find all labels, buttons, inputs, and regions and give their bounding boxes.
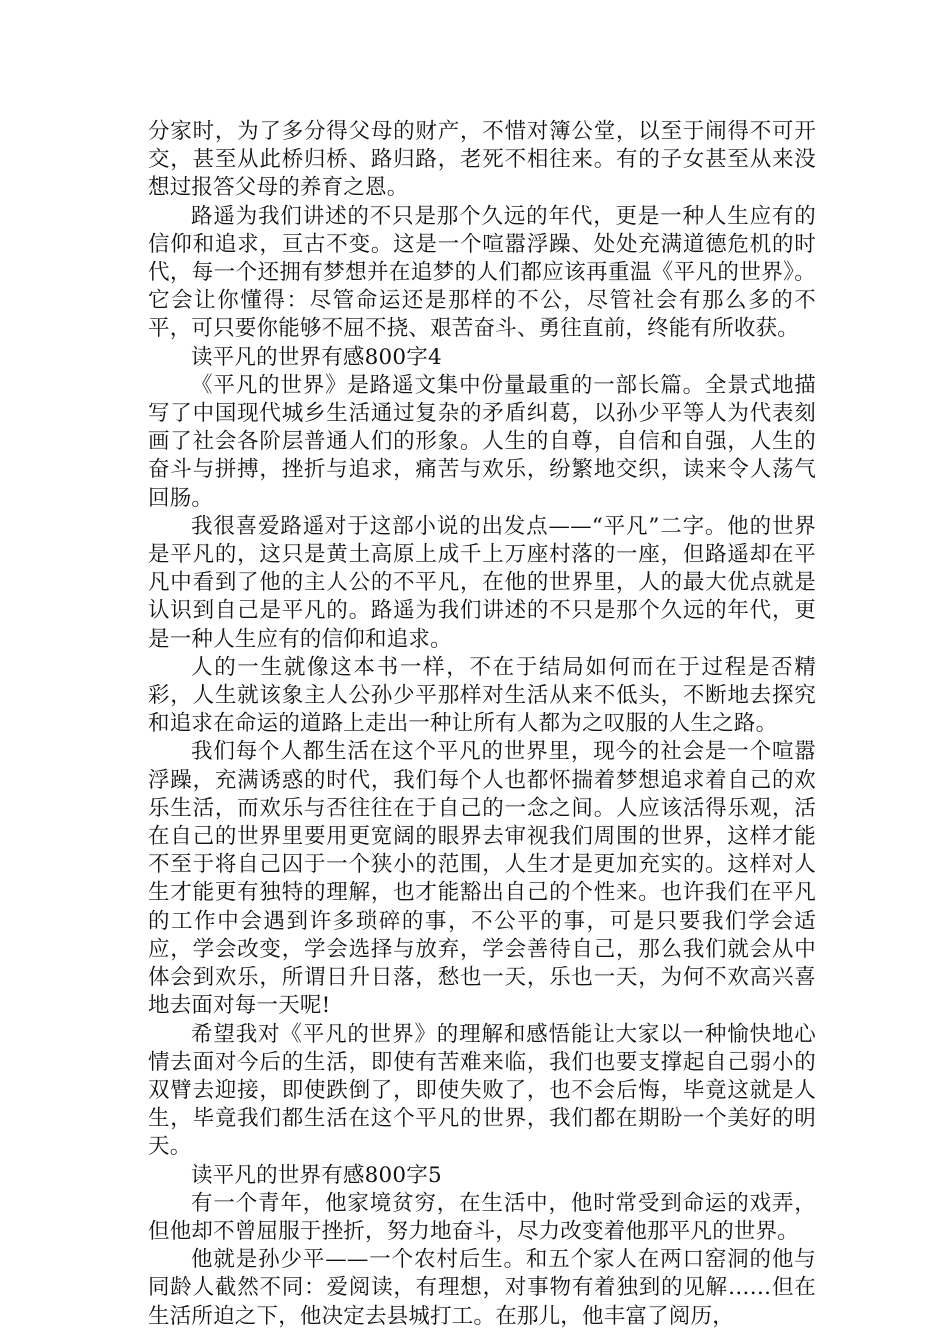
section-heading: 读平凡的世界有感800字5 [191, 1162, 442, 1188]
paragraph: 有一个青年，他家境贫穷，在生活中，他时常受到命运的戏弄，但他却不曾屈服于挫折，努力地奋斗，尽力改变着他那平凡的世界。 [148, 1190, 816, 1244]
paragraph: 路遥为我们讲述的不只是那个久远的年代，更是一种人生应有的信仰和追求，亘古不变。这是一个喧嚣浮躁、处处充满道德危机的时代，每一个还拥有梦想并在追梦的人们都应该再重温《平凡的世界》。它会让你懂得：尽管命运还是那样的不公，尽管社会有那么多的不平，可只要你能够不屈不挠、艰苦奋斗、勇往直前，终能有所收获。 [148, 203, 816, 342]
document-page [148, 118, 816, 1331]
paragraph: 分家时，为了多分得父母的财产，不惜对簿公堂，以至于闹得不可开交，甚至从此桥归桥、路归路，老死不相往来。有的子女甚至从来没想过报答父母的养育之恩。 [148, 119, 816, 201]
paragraph: 希望我对《平凡的世界》的理解和感悟能让大家以一种愉快地心情去面对今后的生活，即使有苦难来临，我们也要支撑起自己弱小的双臂去迎接，即使跌倒了，即使失败了，也不会后悔，毕竟这就是人生，毕竟我们都生活在这个平凡的世界，我们都在期盼一个美好的明天。 [148, 1021, 816, 1160]
section-heading: 读平凡的世界有感800字4 [191, 344, 442, 370]
paragraph: 《平凡的世界》是路遥文集中份量最重的一部长篇。全景式地描写了中国现代城乡生活通过复杂的矛盾纠葛，以孙少平等人为代表刻画了社会各阶层普通人们的形象。人生的自尊，自信和自强，人生的奋斗与拼搏，挫折与追求，痛苦与欢乐，纷繁地交织，读来令人荡气回肠。 [148, 372, 816, 511]
paragraph: 他就是孙少平——一个农村后生。和五个家人在两口窑洞的他与同龄人截然不同：爱阅读，有理想，对事物有着独到的见解……但在生活所迫之下，他决定去县城打工。在那儿，他丰富了阅历， [148, 1247, 816, 1329]
paragraph: 我很喜爱路遥对于这部小说的出发点——“平凡”二字。他的世界是平凡的，这只是黄土高原上成千上万座村落的一座，但路遥却在平凡中看到了他的主人公的不平凡，在他的世界里，人的最大优点就是认识到自己是平凡的。路遥为我们讲述的不只是那个久远的年代，更是一种人生应有的信仰和追求。 [148, 513, 816, 652]
paragraph: 我们每个人都生活在这个平凡的世界里，现今的社会是一个喧嚣浮躁，充满诱惑的时代，我们每个人也都怀揣着梦想追求着自己的欢乐生活，而欢乐与否往往在于自己的一念之间。人应该活得乐观，活在自己的世界里要用更宽阔的眼界去审视我们周围的世界，这样才能不至于将自己囚于一个狭小的范围，人生才是更加充实的。这样对人生才能更有独特的理解，也才能豁出自己的个性来。也许我们在平凡的工作中会遇到许多琐碎的事，不公平的事，可是只要我们学会适应，学会改变，学会选择与放弃，学会善待自己，那么我们就会从中体会到欢乐，所谓日升日落，愁也一天，乐也一天，为何不欢高兴喜地去面对每一天呢! [148, 739, 816, 1019]
paragraph: 人的一生就像这本书一样，不在于结局如何而在于过程是否精彩，人生就该象主人公孙少平那样对生活从来不低头，不断地去探究和追求在命运的道路上走出一种让所有人都为之叹服的人生之路。 [148, 654, 816, 737]
